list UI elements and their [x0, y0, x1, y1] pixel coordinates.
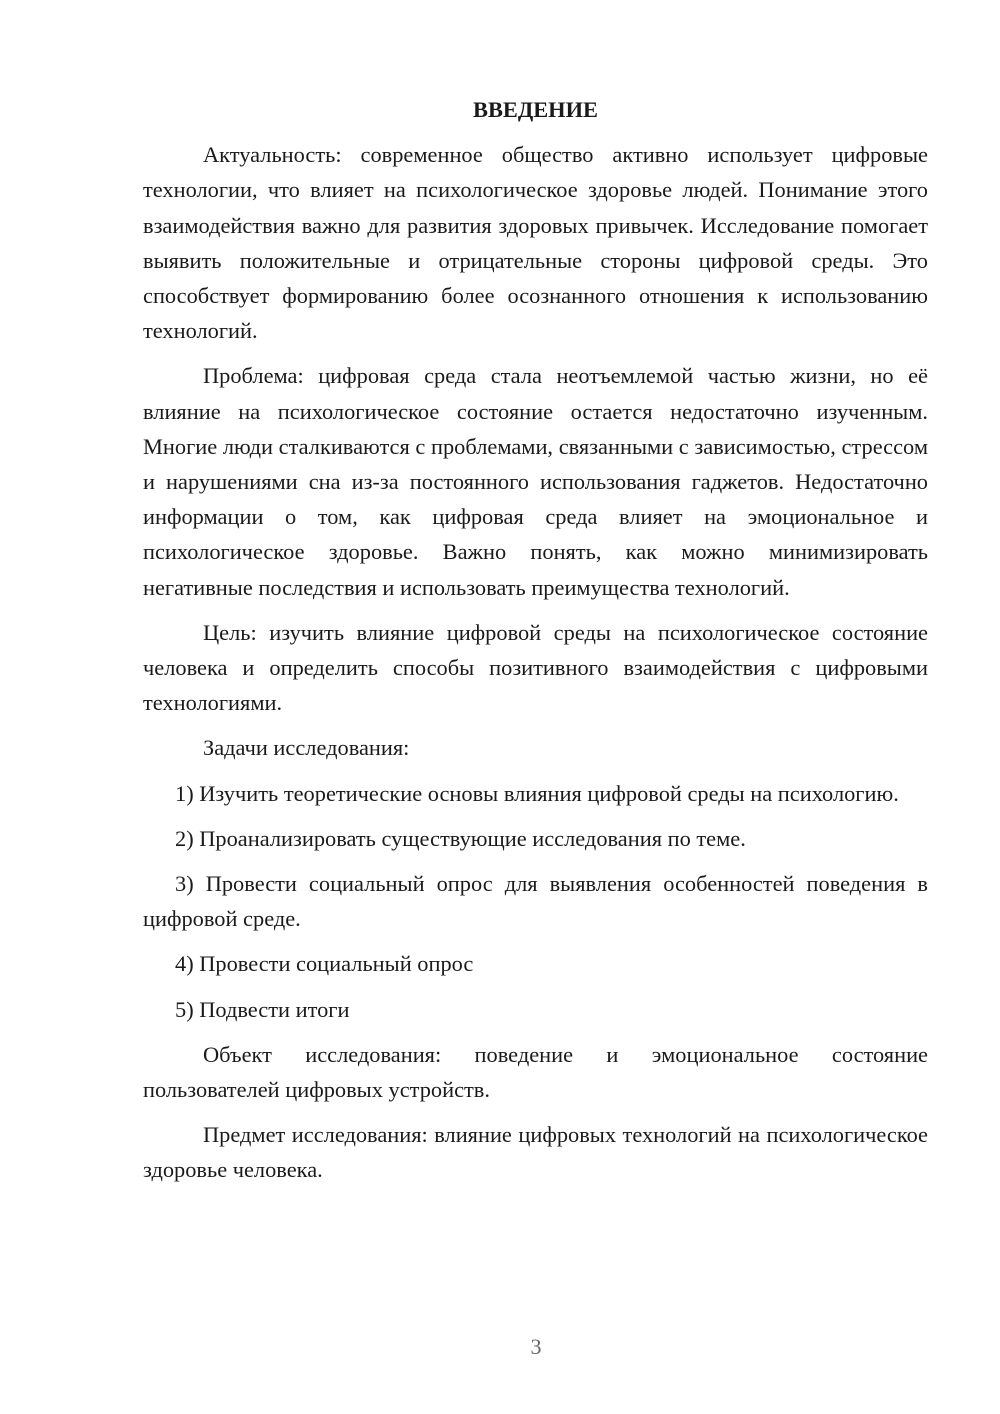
task-item-1: 1) Изучить теоретические основы влияния цифровой среды на психологию.: [175, 780, 899, 806]
subject-paragraph: Предмет исследования: влияние цифровых технологий на психологическое здоровье человека.: [143, 1122, 928, 1183]
section-title: ВВЕДЕНИЕ: [473, 97, 598, 122]
page-number: 3: [530, 1334, 542, 1359]
task-item-5: 5) Подвести итоги: [175, 996, 350, 1022]
problem-paragraph: Проблема: цифровая среда стала неотъемлемой частью жизни, но её влияние на психологическое состояние остается недостаточно изученным. Многие люди сталкиваются с проблемами, связанными с зависимостью, стрессом и нарушениями сна из-за постоянного использования гаджетов. Недостаточно информации о том, как цифровая среда влияет на эмоциональное и психологическое здоровье. Важно понять, как можно минимизировать негативные последствия и использовать преимущества технологий.: [143, 363, 928, 600]
task-item-2: 2) Проанализировать существующие исследования по теме.: [175, 825, 746, 851]
task-item-4: 4) Провести социальный опрос: [175, 951, 474, 977]
page-content: [143, 92, 928, 1198]
relevance-paragraph: Актуальность: современное общество активно использует цифровые технологии, что влияет на психологическое здоровье людей. Понимание этого взаимодействия важно для развития здоровых привычек. Исследование помогает выявить положительные и отрицательные стороны цифровой среды. Это способствует формированию более осознанного отношения к использованию технологий.: [143, 142, 928, 344]
object-paragraph: Объект исследования: поведение и эмоциональное состояние пользователей цифровых устройств.: [143, 1041, 928, 1103]
task-item-3: 3) Провести социальный опрос для выявления особенностей поведения в цифровой среде.: [143, 871, 928, 932]
goal-paragraph: Цель: изучить влияние цифровой среды на психологическое состояние человека и определить способы позитивного взаимодействия с цифровыми технологиями.: [143, 619, 928, 716]
tasks-heading: Задачи исследования:: [203, 735, 410, 761]
